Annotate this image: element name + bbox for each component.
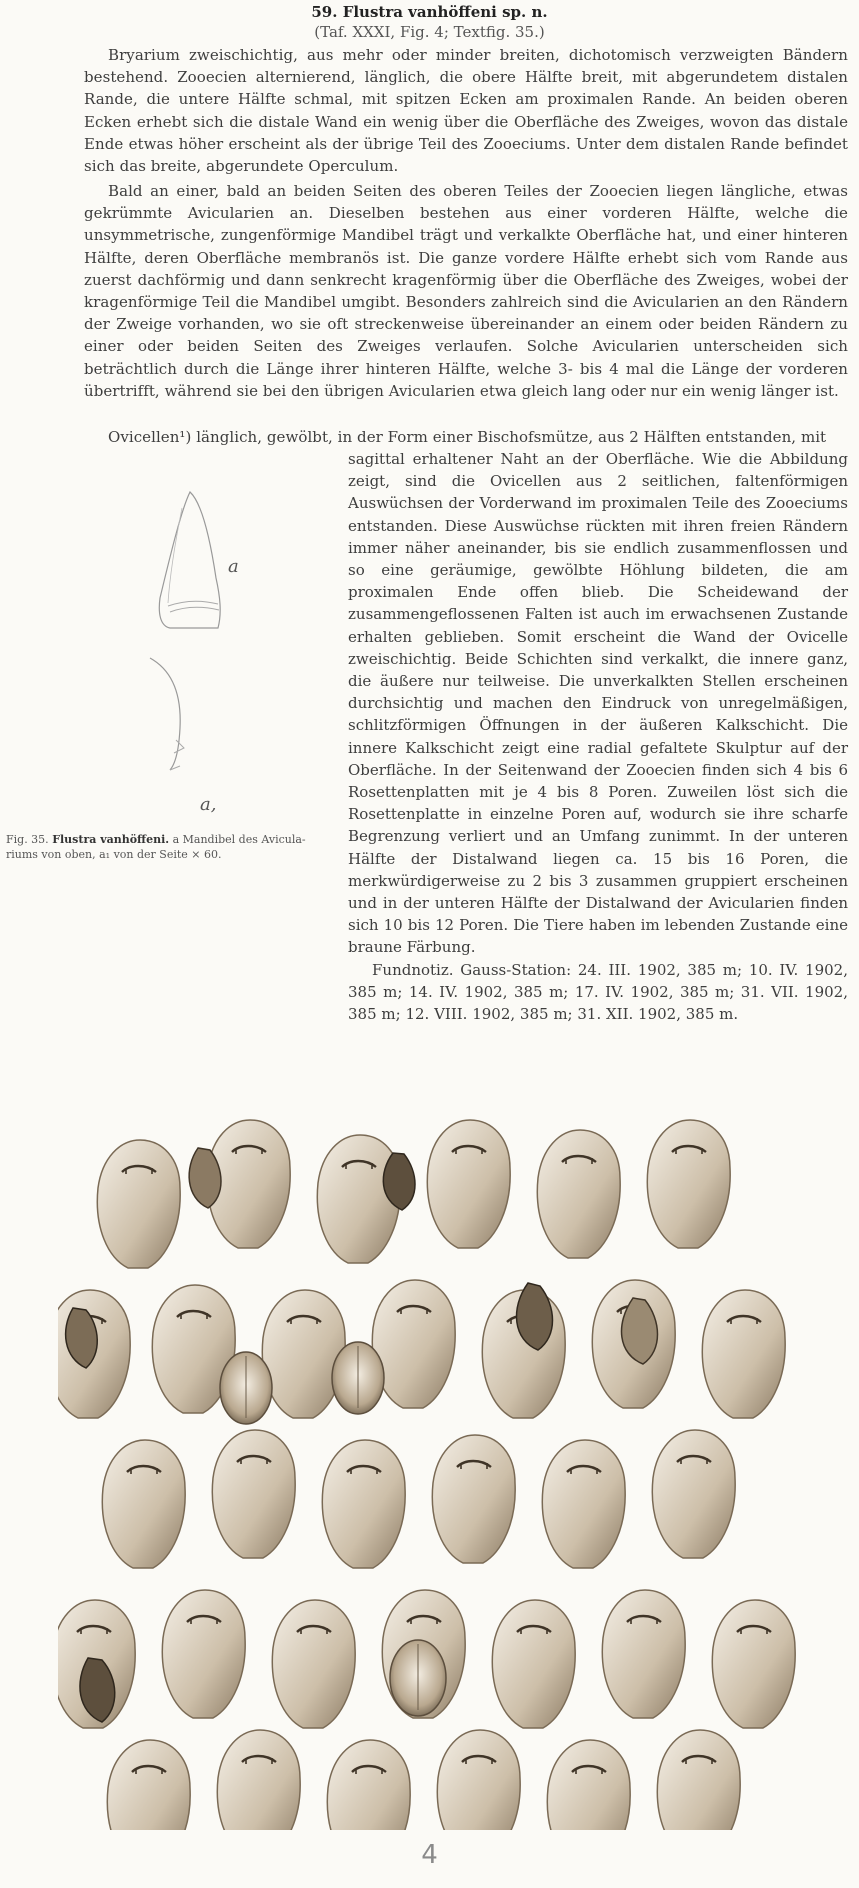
figure-caption: [6, 832, 336, 862]
zooecia-plate-svg: [58, 1088, 798, 1830]
ovicell-paragraph: sagittal erhaltener Naht an der Oberfläche. Wie die Abbildung zeigt, sind die Ovicellen aus 2 seitlichen, faltenförmigen Auswüchsen der Vorderwand im proximalen Teile des Zooeciums entstanden. Diese Auswüchse rückten mit ihren freien Rändern immer näher aneinander, bis sie endlich zusammenflossen und so eine geräumige, gewölbte Höhlung bildeten, die am proximalen Ende offen blieb. Die Scheidewand der zusammengeflossenen Falten ist auch im erwachsenen Zustande erhalten geblieben. Somit erscheint die Wand der Ovicelle zweischichtig. Beide Schichten sind verkalkt, die innere ganz, die äußere nur teilweise. Die unverkalkten Stellen erscheinen durchsichtig und machen den Eindruck von unregelmäßigen, schlitzförmigen Öffnungen in der äußeren Kalkschicht. Die innere Kalkschicht zeigt eine radial gefaltete Skulptur auf der Oberfläche. In der Seitenwand der Zooecien finden sich 4 bis 6 Rosettenplatten mit je 4 bis 8 Poren. Zuweilen löst sich die Rosettenplatte in einzelne Poren auf, wodurch sie ihre scharfe Begrenzung verliert und an Umfang zunimmt. In der unteren Hälfte der Distalwand liegen ca. 15 bis 16 Poren, die merkwürdigerweise zu 2 bis 3 zusammen gruppiert erscheinen und in der unteren Hälfte der Distalwand der Avicularien finden sich 10 bis 12 Poren. Die Tiere haben im lebenden Zustande eine braune Färbung.: [348, 450, 848, 957]
fundnotiz: Fundnotiz. Gauss-Station: 24. III. 1902, 385 m; 10. IV. 1902, 385 m; 14. IV. 1902, 385 m; 17. IV. 1902, 385 m; 31. VII. 1902, 385 m; 12. VIII. 1902, 385 m; 31. XII. 1902, 385 m.: [348, 960, 848, 1024]
page-number: 4: [421, 1840, 438, 1870]
caption-text: a Mandibel des Avicula-riums von oben, a₁ von der Seite × 60.: [6, 833, 306, 861]
label-a1: a,: [200, 794, 217, 815]
ovicell-column: [348, 448, 848, 1025]
caption-prefix: Fig. 35.: [6, 833, 49, 846]
article-heading: [0, 2, 859, 42]
paragraph-description: Bryarium zweischichtig, aus mehr oder minder breiten, dichotomisch verzweigten Bändern bestehend. Zooecien alternierend, länglich, die obere Hälfte breit, mit abgerundetem distalen Rande, die untere Hälfte schmal, mit spitzen Ecken am proximalen Rande. An beiden oberen Ecken erhebt sich die distale Wand ein wenig über die Oberfläche des Zweiges, wovon das distale Ende etwas höher erscheint als der übrige Teil des Zooeciums. Unter dem distalen Rande befindet sich das breite, abgerundete Operculum.: [84, 46, 848, 176]
text-figure-35: [130, 478, 280, 838]
caption-species: Flustra vanhöffeni.: [52, 833, 170, 846]
plate-illustration: [58, 1088, 798, 1830]
paragraph-ovicell-start: Ovicellen¹) länglich, gewölbt, in der Form einer Bischofsmütze, aus 2 Hälften entstanden, mit: [108, 428, 827, 446]
species-title: 59. Flustra vanhöffeni sp. n.: [311, 3, 548, 21]
label-a: a: [228, 556, 239, 577]
paragraph-avicularia: Bald an einer, bald an beiden Seiten des oberen Teiles der Zooecien liegen längliche, etwas gekrümmte Avicularien an. Dieselben bestehen aus einer vorderen Hälfte, welche die unsymmetrische, zungenförmige Mandibel trägt und verkalkte Oberfläche hat, und einer hinteren Hälfte, deren Oberfläche membranös ist. Die ganze vordere Hälfte erhebt sich vom Rande aus zuerst dachförmig und dann senkrecht kragenförmig über die Oberfläche des Zweiges, wobei der kragenförmige Teil die Mandibel umgibt. Besonders zahlreich sind die Avicularien an den Rändern der Zweige vorhanden, wo sie oft streckenweise übereinander an einem oder beiden Rändern zu einer oder beiden Seiten des Zweiges verlaufen. Solche Avicularien unterscheiden sich beträchtlich durch die Länge ihrer hinteren Hälfte, welche 3- bis 4 mal die Länge der vorderen übertrifft, während sie bei den übrigen Avicularien etwa gleich lang oder nur ein wenig länger ist.: [84, 182, 848, 400]
figure-reference: (Taf. XXXI, Fig. 4; Textfig. 35.): [314, 23, 545, 41]
mandible-drawing: [130, 478, 280, 828]
